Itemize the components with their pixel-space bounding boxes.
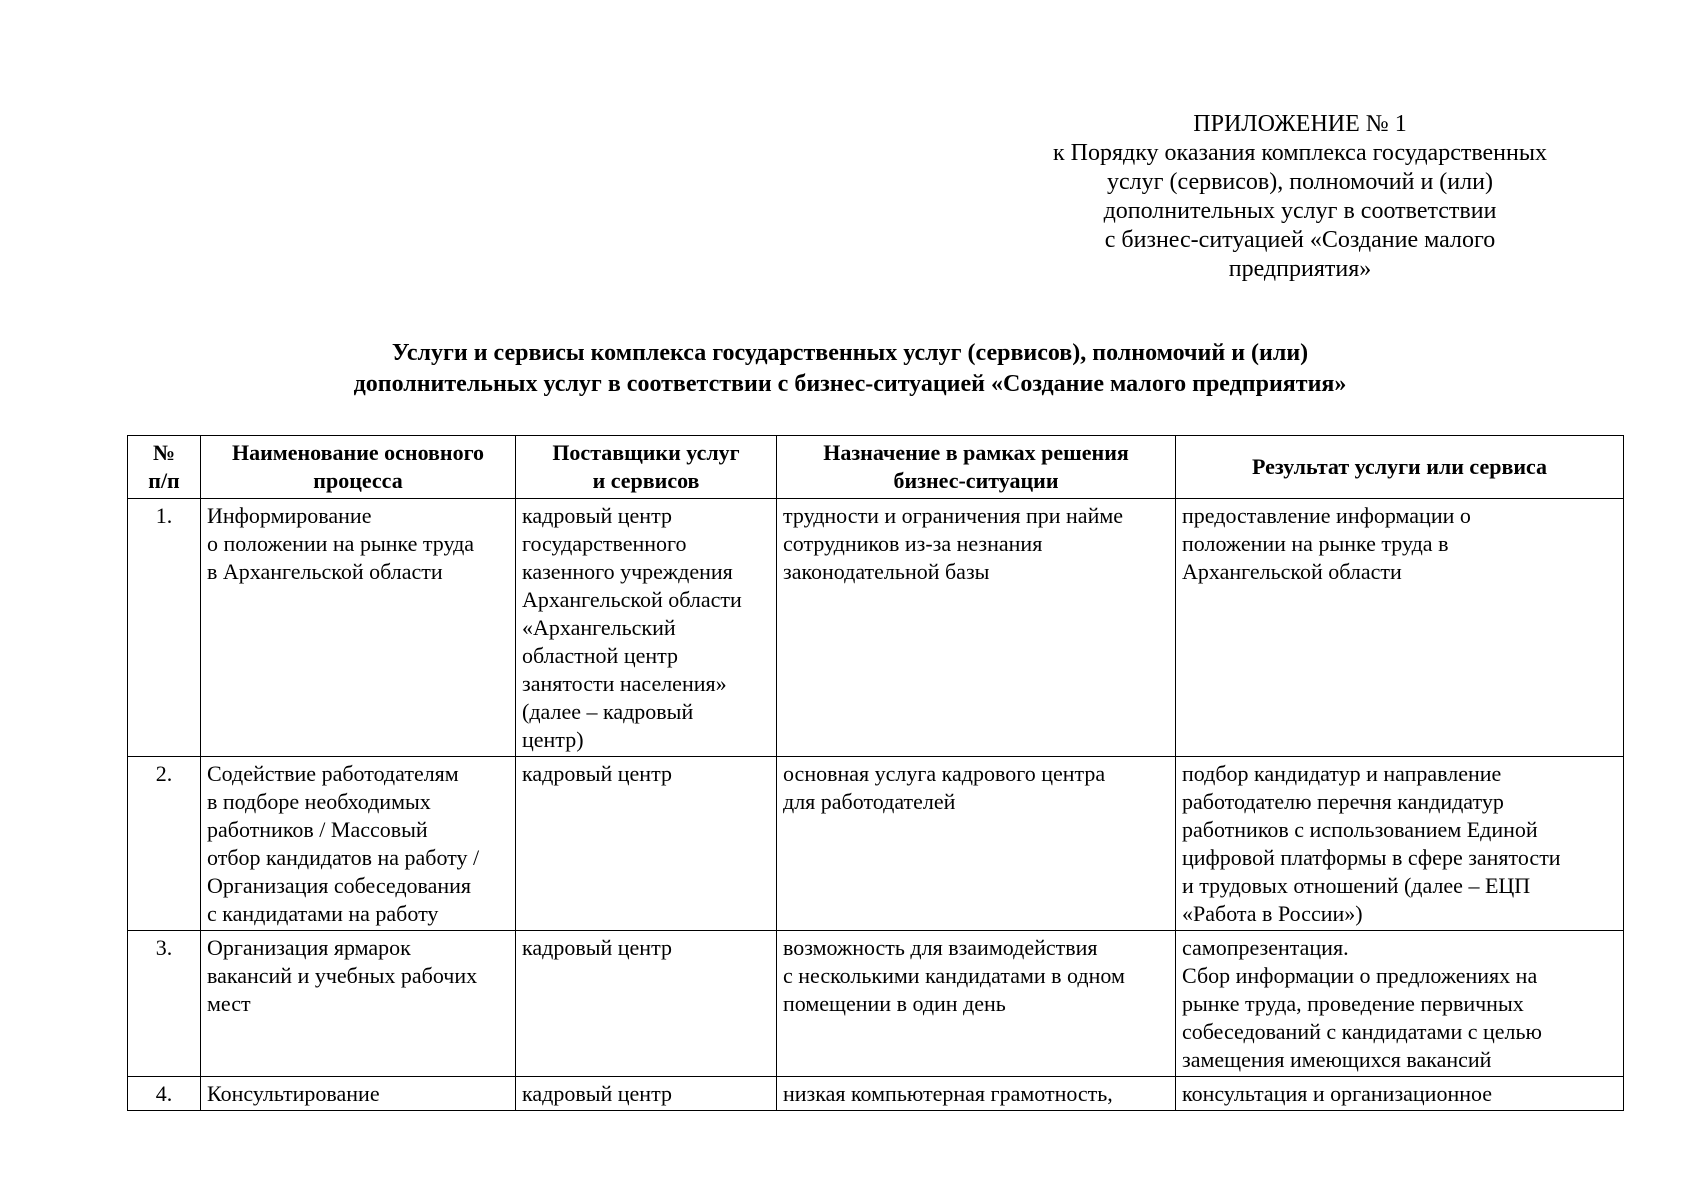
cell-num: 3. — [128, 931, 201, 1077]
cell-num: 4. — [128, 1077, 201, 1111]
cell-text-line: работников с использованием Единой — [1182, 817, 1538, 842]
cell-text-line: рынке труда, проведение первичных — [1182, 991, 1524, 1016]
cell-text-line: сотрудников из-за незнания — [783, 531, 1043, 556]
cell-process — [201, 1077, 516, 1111]
appendix-line: с бизнес-ситуацией «Создание малого — [1104, 227, 1496, 253]
header-result: Результат услуги или сервиса — [1176, 436, 1624, 499]
cell-process — [201, 931, 516, 1077]
cell-text-line: центр) — [522, 727, 584, 752]
cell-text-line: работников / Массовый — [207, 817, 428, 842]
header-providers: Поставщики услуг и сервисов — [516, 436, 777, 499]
cell-purpose — [777, 499, 1176, 757]
cell-providers — [516, 757, 777, 931]
appendix-line: к Порядку оказания комплекса государственных — [1052, 140, 1547, 166]
cell-num: 1. — [128, 499, 201, 757]
cell-result — [1176, 757, 1624, 931]
cell-text-line: для работодателей — [783, 789, 956, 814]
table-row — [128, 931, 1624, 1077]
cell-text-line: в подборе необходимых — [207, 789, 431, 814]
cell-text-line: «Архангельский — [522, 615, 676, 640]
table-header-row — [128, 436, 1624, 499]
table-body — [128, 499, 1624, 1111]
cell-text-line: положении на рынке труда в — [1182, 531, 1449, 556]
appendix-line: ПРИЛОЖЕНИЕ № 1 — [1193, 111, 1407, 137]
cell-purpose — [777, 1077, 1176, 1111]
cell-text-line: областной центр — [522, 643, 679, 668]
cell-text-line: трудности и ограничения при найме — [783, 503, 1124, 528]
table-row — [128, 1077, 1624, 1111]
cell-text-line: основная услуга кадрового центра — [783, 761, 1106, 786]
cell-text-line: низкая компьютерная грамотность, — [783, 1081, 1113, 1106]
appendix-line: предприятия» — [1228, 256, 1372, 282]
cell-text-line: казенного учреждения — [522, 559, 733, 584]
table-row — [128, 757, 1624, 931]
cell-text-line: Архангельской области — [522, 587, 742, 612]
title-line: Услуги и сервисы комплекса государственных услуг (сервисов), полномочий и (или) — [391, 340, 1309, 366]
cell-purpose — [777, 931, 1176, 1077]
cell-process — [201, 499, 516, 757]
cell-text-line: кадровый центр — [522, 761, 672, 786]
appendix-line: услуг (сервисов), полномочий и (или) — [1107, 169, 1493, 195]
cell-text-line: вакансий и учебных рабочих — [207, 963, 478, 988]
cell-text-line: государственного — [522, 531, 687, 556]
header-purpose: Назначение в рамках решения бизнес-ситуации — [777, 436, 1176, 499]
cell-text-line: консультация и организационное — [1182, 1081, 1493, 1106]
cell-text-line: собеседований с кандидатами с целью — [1182, 1019, 1542, 1044]
appendix-line: дополнительных услуг в соответствии — [1103, 198, 1497, 224]
cell-text-line: в Архангельской области — [207, 559, 443, 584]
cell-text-line: предоставление информации о — [1182, 503, 1471, 528]
cell-text-line: самопрезентация. — [1182, 935, 1349, 960]
cell-text-line: и трудовых отношений (далее – ЕЦП — [1182, 873, 1531, 898]
cell-text-line: занятости населения» — [522, 671, 727, 696]
cell-text-line: подбор кандидатур и направление — [1182, 761, 1502, 786]
cell-result — [1176, 1077, 1624, 1111]
header-process: Наименование основного процесса — [201, 436, 516, 499]
table-row — [128, 499, 1624, 757]
cell-text-line: с несколькими кандидатами в одном — [783, 963, 1125, 988]
cell-text-line: Организация собеседования — [207, 873, 472, 898]
cell-text-line: Организация ярмарок — [207, 935, 411, 960]
cell-text-line: Содействие работодателям — [207, 761, 459, 786]
cell-text-line: возможность для взаимодействия — [783, 935, 1098, 960]
cell-text-line: замещения имеющихся вакансий — [1182, 1047, 1492, 1072]
cell-providers — [516, 931, 777, 1077]
cell-text-line: помещении в один день — [783, 991, 1006, 1016]
cell-text-line: о положении на рынке труда — [207, 531, 475, 556]
cell-text-line: кадровый центр — [522, 503, 672, 528]
cell-text-line: мест — [207, 991, 251, 1016]
cell-text-line: цифровой платформы в сфере занятости — [1182, 845, 1561, 870]
cell-text-line: Консультирование — [207, 1081, 380, 1106]
cell-result — [1176, 499, 1624, 757]
cell-text-line: отбор кандидатов на работу / — [207, 845, 480, 870]
cell-process — [201, 757, 516, 931]
cell-text-line: Информирование — [207, 503, 372, 528]
appendix-heading — [940, 110, 1660, 284]
cell-text-line: Архангельской области — [1182, 559, 1402, 584]
cell-text-line: (далее – кадровый — [522, 699, 694, 724]
cell-text-line: кадровый центр — [522, 1081, 672, 1106]
cell-text-line: Сбор информации о предложениях на — [1182, 963, 1538, 988]
cell-providers — [516, 499, 777, 757]
title-line: дополнительных услуг в соответствии с бизнес-ситуацией «Создание малого предприятия» — [353, 371, 1347, 397]
cell-text-line: законодательной базы — [783, 559, 990, 584]
cell-text-line: «Работа в России») — [1182, 901, 1363, 926]
cell-text-line: с кандидатами на работу — [207, 901, 439, 926]
cell-text-line: работодателю перечня кандидатур — [1182, 789, 1504, 814]
cell-num: 2. — [128, 757, 201, 931]
document-title — [130, 338, 1570, 400]
cell-providers — [516, 1077, 777, 1111]
cell-purpose — [777, 757, 1176, 931]
cell-text-line: кадровый центр — [522, 935, 672, 960]
cell-result — [1176, 931, 1624, 1077]
header-num: № п/п — [128, 436, 201, 499]
services-table — [127, 435, 1624, 1111]
